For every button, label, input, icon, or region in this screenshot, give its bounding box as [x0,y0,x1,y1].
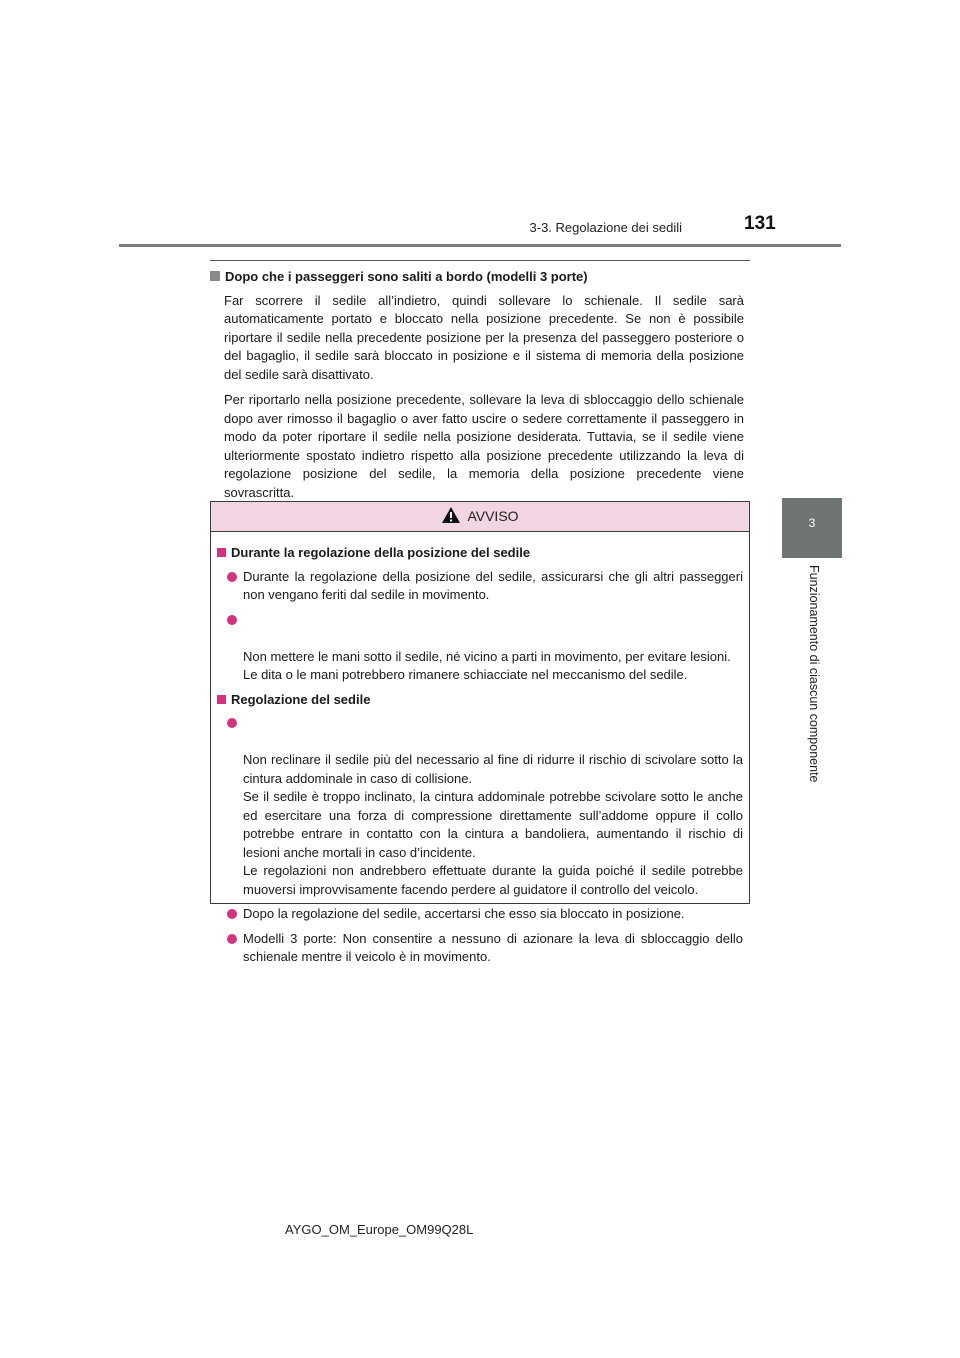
warning-box [210,501,750,964]
page-number: 131 [744,213,776,234]
warning-bullet [217,905,743,924]
main-content [210,268,744,509]
warning-bullet-text: Durante la regolazione della posizione del sedile, assicurarsi che gli altri passeggeri non vengano feriti dal sedile in movimento. [243,568,743,602]
header-section-title: 3-3. Regolazione dei sedili [529,220,682,235]
dot-bullet-icon [227,572,237,582]
warning-section-heading-text: Regolazione del sedile [231,691,371,707]
dot-bullet-icon [227,718,237,728]
warning-bullet [217,611,743,685]
dot-bullet-icon [227,934,237,944]
warning-bullet [217,568,743,605]
square-bullet-icon [217,695,226,704]
footer-doc-code: AYGO_OM_Europe_OM99Q28L [285,1222,474,1237]
dot-bullet-icon [227,615,237,625]
section-heading-text: Dopo che i passeggeri sono saliti a bordo (modelli 3 porte) [225,269,588,284]
square-bullet-icon [217,548,226,557]
section-top-rule [210,260,750,261]
warning-bullet-text: Modelli 3 porte: Non consentire a nessuno di azionare la leva di sbloccaggio dello schienale mentre il veicolo è in movimento. [243,930,743,964]
chapter-tab [782,498,842,558]
section-heading [210,268,744,287]
square-bullet-icon [210,271,220,281]
warning-triangle-icon [441,506,461,524]
warning-bullet-text: Non mettere le mani sotto il sedile, né vicino a parti in movimento, per evitare lesioni. Le dita o le mani potrebbero rimanere schiacciate nel meccanismo del sedile. [243,648,731,682]
dot-bullet-icon [227,909,237,919]
warning-bullet [217,930,743,967]
body-paragraph: Per riportarlo nella posizione precedente, sollevare la leva di sbloccaggio dello schienale dopo aver rimosso il bagaglio o aver fatto uscire o sedere correttamente il passeggero in modo da poter riportare il sedile nella posizione desiderata. Tuttavia, se il sedile viene ulteriormente spostato indietro rispetto alla posizione precedente utilizzando la leva di regolazione posizione del sedile, la memoria della posizione precedente viene sovrascritta. [224,392,744,500]
warning-section-heading-text: Durante la regolazione della posizione del sedile [231,545,531,560]
warning-section-heading [217,544,743,563]
chapter-tab-number: 3 [808,516,816,530]
warning-title: AVVISO [467,508,519,524]
body-paragraph: Far scorrere il sedile all’indietro, quindi sollevare lo schienale. Il sedile sarà automaticamente portato e bloccato nella posizione precedente. Se non è possibile riportare il sedile nella precedente posizione per la presenza del passeggero posteriore o del bagaglio, il sedile sarà bloccato in posizione e il sistema di memoria della posizione del sedile sarà disattivato. [224,292,744,382]
warning-body [211,532,749,967]
warning-bullet-text: Dopo la regolazione del sedile, accertarsi che esso sia bloccato in posizione. [243,906,685,921]
warning-bullet-text: Non reclinare il sedile più del necessario al fine di ridurre il rischio di scivolare sotto la cintura addominale in caso di collisione. Se il sedile è troppo inclinato, la cintura addominale potrebbe scivolare sotto le anche ed esercitare una forza di compressione direttamente sull’addome oppure il collo potrebbe entrare in contatto con la cintura a bandoliera, aumentando il rischio di lesioni anche mortali in caso d’incidente. Le regolazioni non andrebbero effettuate durante la guida poiché il sedile potrebbe muoversi improvvisamente facendo perdere al guidatore il controllo del veicolo. [243,752,743,897]
header-rule [119,244,841,247]
warning-header [211,502,749,532]
chapter-side-title: Funzionamento di ciascun componente [807,565,821,783]
warning-bullet [217,714,743,899]
warning-section-heading [217,691,743,710]
